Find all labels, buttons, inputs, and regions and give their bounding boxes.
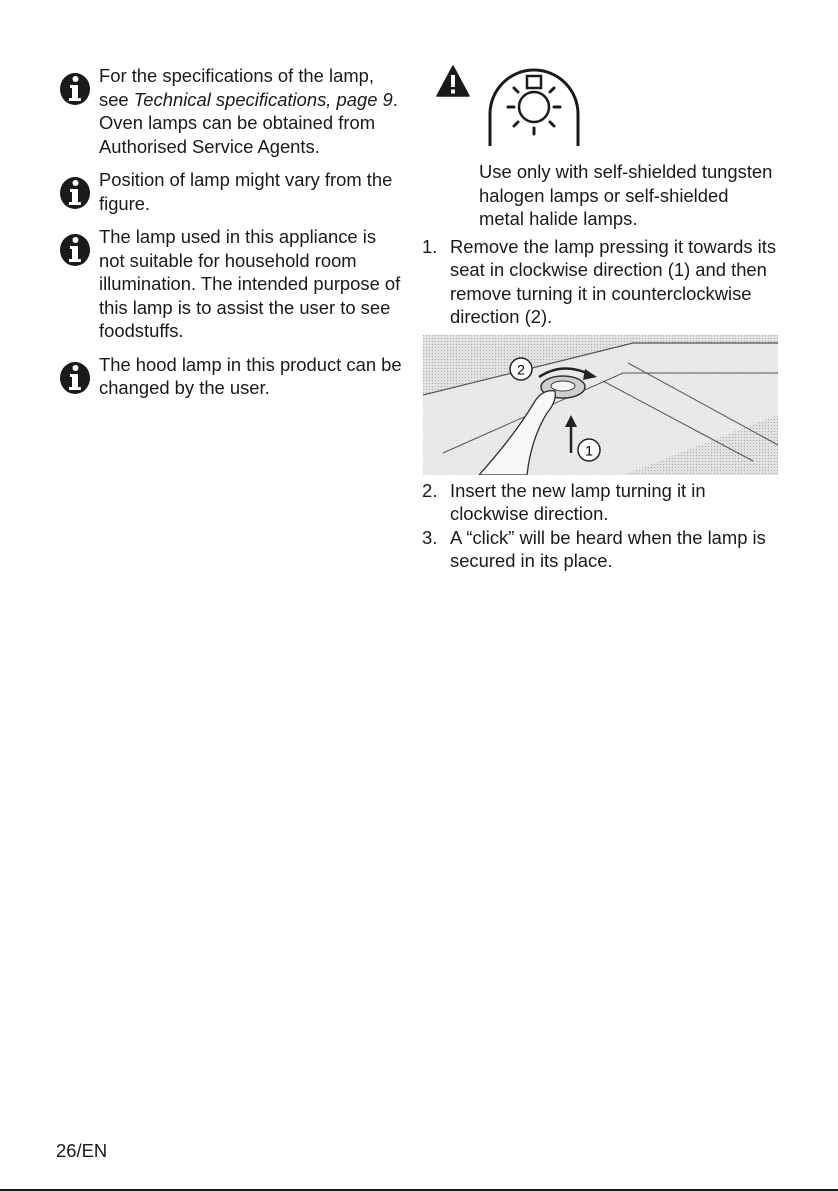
info-note-lamp-position bbox=[58, 168, 403, 215]
note-text: For the specifications of the lamp, see Technical specifications, page 9. Oven lamps can be obtained from Authorised Service Agents. bbox=[99, 65, 398, 157]
lamp-removal-figure bbox=[423, 335, 778, 475]
note-text: Position of lamp might vary from the figure. bbox=[99, 169, 393, 214]
warning-header bbox=[422, 62, 778, 154]
note-text: The hood lamp in this product can be changed by the user. bbox=[99, 353, 402, 398]
note-text: The lamp used in this appliance is not suitable for household room illumination. The intended purpose of this lamp is to assist the user to see foodstuffs. bbox=[99, 226, 401, 341]
page-number: 26/EN bbox=[56, 1140, 108, 1161]
step-item bbox=[422, 526, 778, 573]
info-note-hood-lamp bbox=[58, 353, 403, 400]
step-number: 1. bbox=[422, 235, 438, 257]
figure-label-1: 1 bbox=[585, 442, 593, 458]
left-column bbox=[58, 64, 403, 410]
oven-lamp-icon bbox=[484, 62, 584, 148]
steps-list bbox=[422, 235, 778, 329]
figure-label-2: 2 bbox=[517, 361, 525, 377]
steps-list-continued bbox=[422, 479, 778, 573]
info-icon bbox=[58, 68, 96, 108]
step-number: 2. bbox=[422, 479, 438, 501]
warning-triangle-icon bbox=[436, 65, 470, 97]
info-icon bbox=[58, 357, 96, 397]
step-text: Remove the lamp pressing it towards its seat in clockwise direction (1) and then remove turning it in counterclockwise direction (2). bbox=[450, 235, 777, 327]
right-column bbox=[422, 62, 778, 573]
step-item bbox=[422, 235, 778, 329]
info-icon bbox=[58, 229, 96, 269]
step-item bbox=[422, 479, 778, 526]
info-icon bbox=[58, 172, 96, 212]
step-text: A “click” will be heard when the lamp is secured in its place. bbox=[450, 526, 766, 571]
info-note-lamp-purpose bbox=[58, 225, 403, 343]
step-text: Insert the new lamp turning it in clockwise direction. bbox=[450, 479, 706, 524]
info-note-lamp-specs bbox=[58, 64, 403, 158]
step-number: 3. bbox=[422, 526, 438, 548]
lamp-removal-illustration bbox=[423, 335, 778, 475]
warning-text: Use only with self-shielded tungsten halogen lamps or self-shielded metal halide lamps. bbox=[479, 161, 773, 229]
